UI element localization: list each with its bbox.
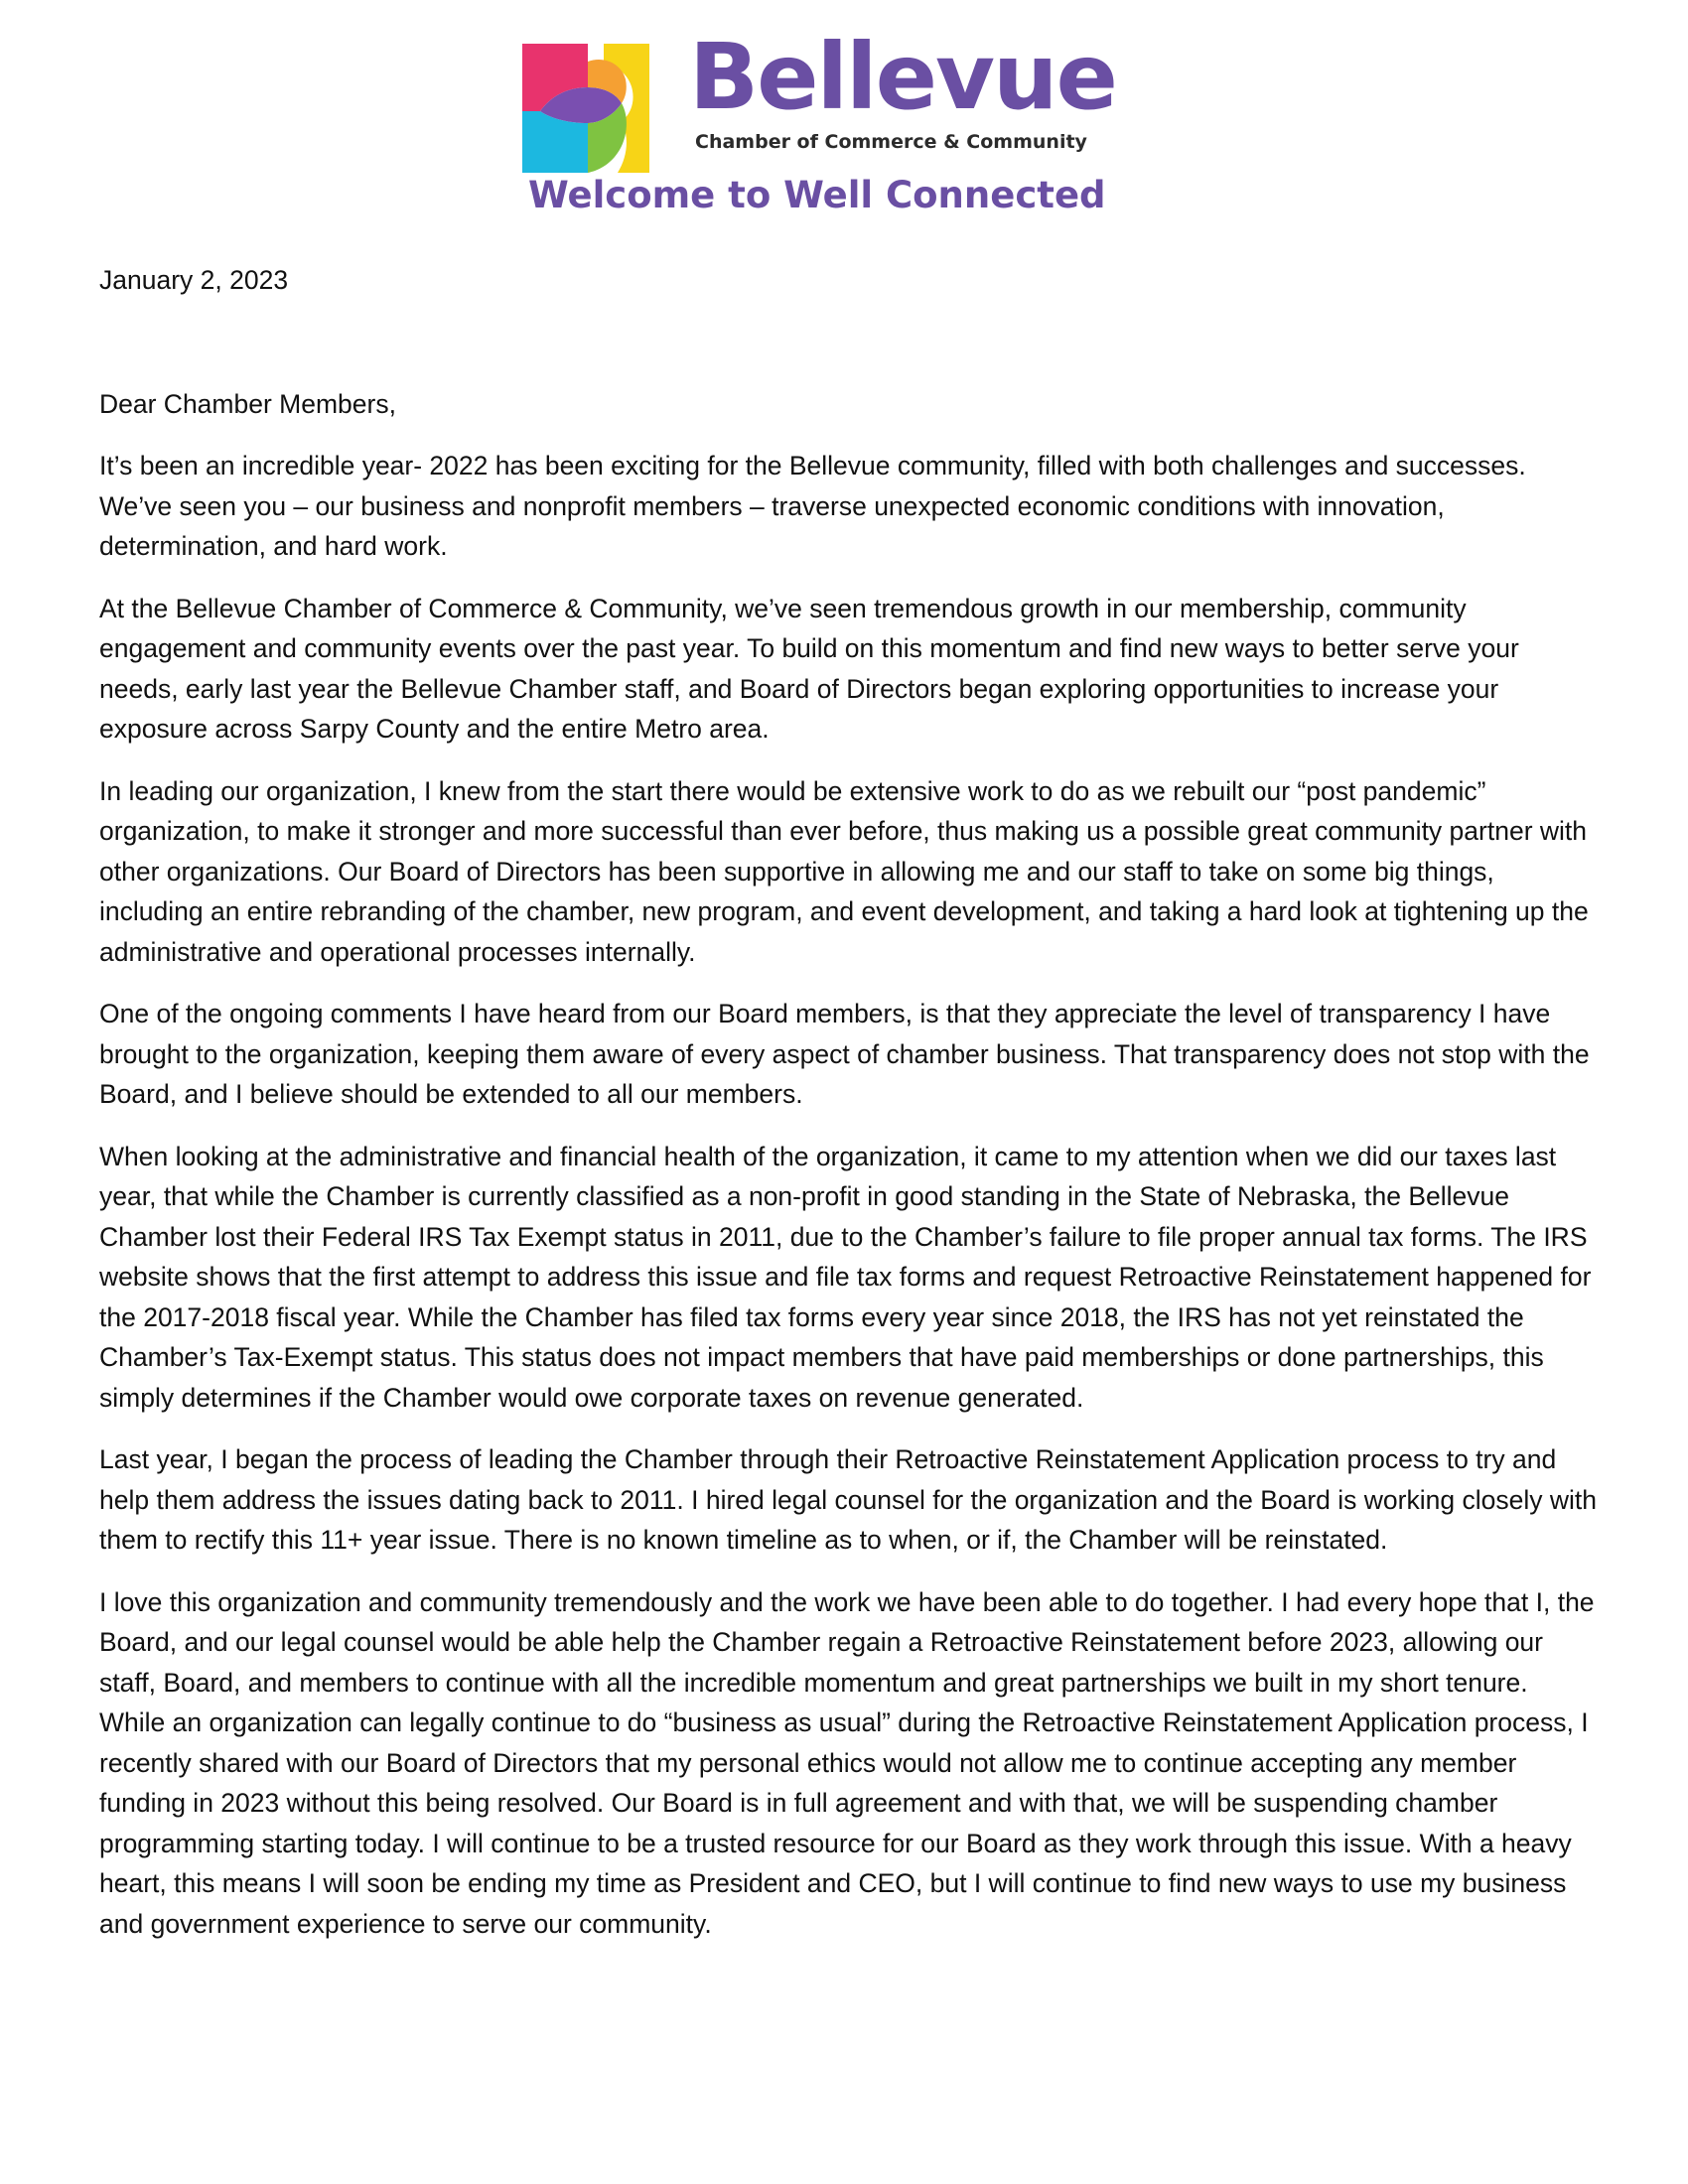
paragraph: I love this organization and community tremendously and the work we have been able to do together. I had every hope that I, the Board, and our legal counsel would be able help the Chamber regain a Retroactive Reinstatement before 2023, allowing our staff, Board, and members to continue with all the incredible momentum and great partnerships we built in my short tenure. While an organization can legally continue to do “business as usual” during the Retroactive Reinstatement Application process, I recently shared with our Board of Directors that my personal ethics would not allow me to continue accepting any member funding in 2023 without this being resolved. Our Board is in full agreement and with that, we will be suspending chamber programming starting today. I will continue to be a trusted resource for our Board as they work through this issue. With a heavy heart, this means I will soon be ending my time as President and CEO, but I will continue to find new ways to use my business and government experience to serve our community.: [99, 1586, 1595, 1939]
salutation: Dear Chamber Members,: [99, 388, 396, 419]
tagline: Welcome to Well Connected: [528, 174, 1106, 216]
brand-subtitle: Chamber of Commerce & Community: [695, 131, 1087, 153]
paragraph: It’s been an incredible year- 2022 has been exciting for the Bellevue community, filled with both challenges and successes. We’ve seen you – our business and nonprofit members – traverse unexpected economic conditions with innovation, determination, and hard work.: [99, 451, 1526, 561]
paragraph: Last year, I began the process of leading the Chamber through their Retroactive Reinstatement Application process to try and help them address the issues dating back to 2011. I hired legal counsel for the organization and the Board is working closely with them to rectify this 11+ year issue. There is no known timeline as to when, or if, the Chamber will be reinstated.: [99, 1444, 1597, 1555]
letter-body: [99, 260, 1599, 1966]
letterhead: [0, 24, 1688, 226]
letter-date: January 2, 2023: [99, 265, 289, 295]
brand-name: Bellevue: [689, 24, 1116, 130]
bellevue-logo-icon: [518, 42, 653, 175]
paragraph: When looking at the administrative and financial health of the organization, it came to my attention when we did our taxes last year, that while the Chamber is currently classified as a non-profit in good standing in the State of Nebraska, the Bellevue Chamber lost their Federal IRS Tax Exempt status in 2011, due to the Chamber’s failure to file proper annual tax forms. The IRS website shows that the first attempt to address this issue and file tax forms and request Retroactive Reinstatement happened for the 2017-2018 fiscal year. While the Chamber has filed tax forms every year since 2018, the IRS has not yet reinstated the Chamber’s Tax-Exempt status. This status does not impact members that have paid memberships or done partnerships, this simply determines if the Chamber would owe corporate taxes on revenue generated.: [99, 1141, 1592, 1413]
paragraph: One of the ongoing comments I have heard from our Board members, is that they appreciate the level of transparency I have brought to the organization, keeping them aware of every aspect of chamber business. That transparency does not stop with the Board, and I believe should be extended to all our members.: [99, 999, 1590, 1109]
paragraph: In leading our organization, I knew from the start there would be extensive work to do as we rebuilt our “post pandemic” organization, to make it stronger and more successful than ever before, thus making us a possible great community partner with other organizations. Our Board of Directors has been supportive in allowing me and our staff to take on some big things, including an entire rebranding of the chamber, new program, and event development, and taking a hard look at tightening up the administrative and operational processes internally.: [99, 775, 1589, 967]
paragraph: At the Bellevue Chamber of Commerce & Community, we’ve seen tremendous growth in our membership, community engagement and community events over the past year. To build on this momentum and find new ways to better serve your needs, early last year the Bellevue Chamber staff, and Board of Directors began exploring opportunities to increase your exposure across Sarpy County and the entire Metro area.: [99, 593, 1519, 744]
